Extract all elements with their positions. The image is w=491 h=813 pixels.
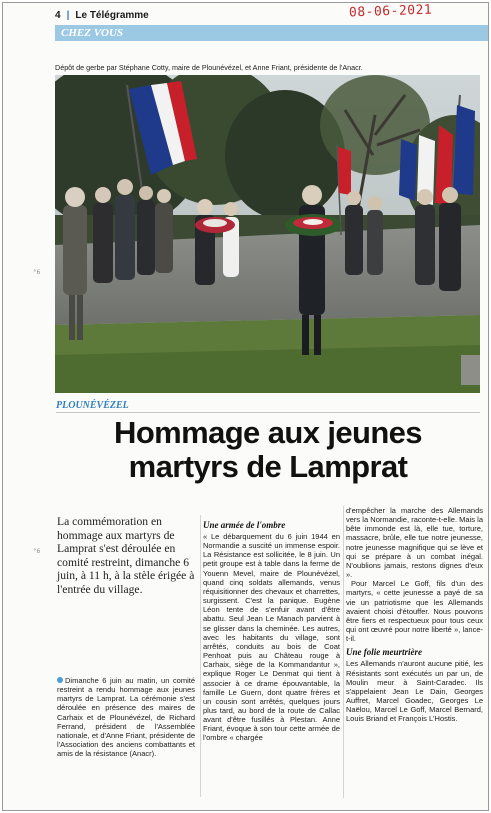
newspaper-name: Le Télégramme	[75, 9, 149, 21]
kicker-rule	[56, 412, 480, 413]
column-3-text-c: Les Allemands n'auront aucune pitié, les Résistants sont exécutés un par un, de Moulin meur à Saint-Caradec. Ils s'appelaient Jean Le Dain, Georges Auffret, Marcel Goadec, Georges Le Naëlou, Marcel Le Goff, Marcel Bernard, Louis Briand et François L'Hostis.	[346, 659, 483, 724]
bullet-icon	[57, 677, 63, 683]
article-column-1	[57, 676, 195, 758]
article-kicker: PLOUNÉVÉZEL	[56, 400, 129, 411]
article-headline	[53, 416, 483, 484]
column-2-text: « Le débarquement du 6 juin 1944 en Normandie a suscité un immense espoir. La Résistance est sollicitée, le 8 juin. Un petit groupe est à table dans la ferme de Youenn Mevel, maire de Plounévézel, quand cinq soldats allemands, venus réquisitionner des chevaux et charrettes, surgissent. C'est la panique. Eugène Léon tente de s'enfuir avant d'être abattu. Seul Jean Le Manach parvient à se glisser dans la cheminée. Les autres, avec les habitants du village, sont arrêtés, conduits au bois de Coat Penhoat puis au Château rouge à Carhaix, siège de la Kommandantur », explique Roger Le Denmat qui tient à associer à ce drame épouvantable, la famille Le Guern, dont quatre frères et un cousin sont arrêtés, quelques jours plus tard, au bord de la route de Callac avant d'être fusillés à Plestan. Anne Friant, évoque à son tour cette armée de l'ombre « chargée	[203, 532, 340, 743]
column-3-text-b: Pour Marcel Le Goff, fils d'un des martyrs, « cette jeunesse a payé de sa vie un patriotisme que les Allemands avaient choisi d'étouffer. Nous pouvons être fiers et respectueux pour tous ceux qui ont œuvré pour notre liberté », lance-t-il.	[346, 579, 483, 644]
article-column-2	[203, 520, 340, 743]
photo-caption: Dépôt de gerbe par Stéphane Cotty, maire de Plounévézel, et Anne Friant, présidente de l'Anacr.	[55, 63, 363, 72]
margin-mark-top: °6	[33, 269, 41, 276]
handwritten-date: 08-06-2021	[348, 2, 433, 21]
subheading-2: Une folie meurtrière	[346, 647, 422, 658]
article-column-3	[346, 506, 483, 723]
section-band	[55, 25, 489, 41]
subheading-1: Une armée de l'ombre	[203, 520, 286, 530]
column-3-text-a: d'empêcher la marche des Allemands vers la Normandie, raconte-t-elle. Mais la bête immonde est là, elle tue, torture, massacre, brûle, elle tue notre jeunesse, notre jeunesse magnifique qui se lève et qui se prépare à un combat inégal. N'oublions jamais, restons dignes d'eux ».	[346, 506, 483, 580]
margin-mark-bottom: °6	[33, 548, 41, 555]
section-title: CHEZ VOUS	[61, 27, 124, 39]
header-separator: |	[66, 9, 70, 21]
ceremony-photo	[55, 75, 480, 393]
newspaper-clipping	[2, 2, 489, 811]
article-lead: La commémoration en hommage aux martyrs de Lamprat s'est déroulée en comité restreint, dimanche 6 juin, à 11 h, à la stèle érigée à l'entrée du village.	[57, 515, 195, 596]
column-divider-1	[200, 515, 201, 797]
column-divider-2	[343, 506, 344, 798]
page-number: 4	[55, 9, 61, 21]
column-1-text: Dimanche 6 juin au matin, un comité restreint a rendu hommage aux jeunes martyrs de Lamprat. La cérémonie s'est déroulée en présence des maires de Carhaix et de Plounévézel, de Richard Ferrand, président de l'Assemblée nationale, et d'Anne Friant, présidente de l'Association des anciens combattants et amis de la résistance (Anacr).	[57, 676, 195, 759]
headline-line-2: martyrs de Lamprat	[128, 449, 408, 484]
headline-line-1: Hommage aux jeunes	[114, 415, 422, 450]
